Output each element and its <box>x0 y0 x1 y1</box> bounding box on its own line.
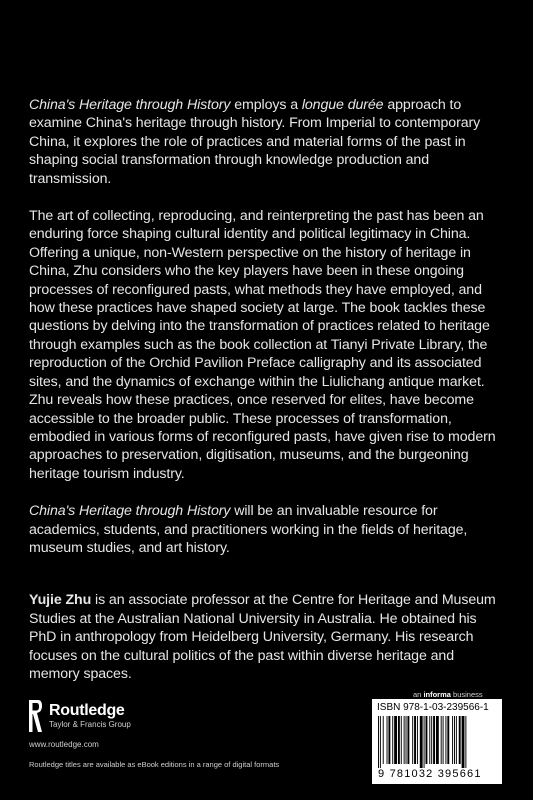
blurb-text: will be an invaluable resource for academics, students, and practitioners working in the fields of heritage, museum studies, and art history. <box>29 503 468 556</box>
barcode-bar <box>401 716 402 764</box>
author-bio <box>29 591 507 683</box>
ebook-note: Routledge titles are available as eBook editions in a range of digital formats <box>29 760 280 769</box>
author-name: Yujie Zhu <box>29 592 92 609</box>
barcode-bar <box>398 716 400 764</box>
book-title-italic: China's Heritage through History <box>29 97 231 113</box>
barcode-bar <box>436 716 439 764</box>
publisher-logo <box>28 699 131 733</box>
barcode-bar <box>394 716 397 764</box>
blurb-paragraph-3 <box>29 502 507 557</box>
barcode-bar <box>433 716 435 764</box>
barcode-bar <box>441 716 442 764</box>
blurb-paragraph-2: The art of collecting, reproducing, and reinterpreting the past has been an enduring force shaping cultural identity and political legitimacy in China. Offering a unique, non-Western perspective on the history of heritage in China, Zhu considers who the key players have been in these ongoing processes of reconfigured pasts, what methods they have employed, and how these practices have shaped society at large. The book tackles these questions by delving into the transformation of practices related to heritage through examples such as the book collection at Tianyi Private Library, the reproduction of the Orchid Pavilion Preface calligraphy and its associated sites, and the dynamics of exchange within the Liulichang antique market. Zhu reveals how these practices, once reserved for elites, have become accessible to the broader public. These processes of transformation, embodied in various forms of reconfigured pasts, have given rise to modern approaches to preservation, digitisation, museums, and the burgeoning heritage tourism industry. <box>29 208 496 482</box>
barcode-bar <box>462 716 465 768</box>
barcode-bar <box>445 716 446 764</box>
author-bio-text: is an associate professor at the Centre for Heritage and Museum Studies at the Australian National University in Australia. He obtained his PhD in anthropology from Heidelberg University, Germany. His research focuses on the cultural politics of the past within diverse heritage and memory spaces. <box>29 592 496 682</box>
barcode-bar <box>417 716 418 764</box>
barcode-bar <box>424 716 425 768</box>
blurb-text: employs a <box>230 97 302 113</box>
barcode-bar <box>465 716 466 768</box>
barcode-bar <box>431 716 432 764</box>
barcode-bar <box>387 716 388 764</box>
book-title-italic: China's Heritage through History <box>29 503 231 520</box>
term-italic: longue durée <box>301 97 384 113</box>
back-cover-text <box>29 96 507 702</box>
barcode-bar <box>404 716 405 764</box>
barcode-bar <box>378 716 379 768</box>
barcode-bar <box>388 716 390 764</box>
barcode-bar <box>380 716 381 768</box>
barcode-bar <box>429 716 430 764</box>
blurb-text: approach to examine China's heritage through history. From Imperial to contemporary China, it explores the role of practices and material forms of the past in shaping social transformation through knowledge production and transmission. <box>29 97 481 187</box>
barcode-bar <box>420 716 423 768</box>
barcode-bar <box>412 716 413 764</box>
barcode-bar <box>443 716 444 764</box>
barcode-bar <box>383 716 384 764</box>
isbn-barcode <box>372 699 502 784</box>
barcode-bars-icon <box>378 716 496 768</box>
barcode-bar <box>392 716 393 764</box>
barcode-digits: 9 781032 395661 <box>378 768 482 780</box>
publisher-group: Taylor & Francis Group <box>49 720 131 729</box>
blurb-paragraph-1 <box>29 96 507 188</box>
publisher-url[interactable]: www.routledge.com <box>29 740 99 749</box>
barcode-bar <box>456 716 457 764</box>
barcode-bar <box>407 716 409 764</box>
publisher-name: Routledge <box>49 702 125 719</box>
barcode-bar <box>426 716 428 764</box>
barcode-bar <box>452 716 453 764</box>
barcode-bar <box>459 716 461 764</box>
barcode-bar <box>454 716 455 764</box>
informa-business-note: an informa business <box>413 690 483 699</box>
barcode-bar <box>414 716 416 764</box>
isbn-label: ISBN 978-1-03-239566-1 <box>377 702 489 713</box>
barcode-bar <box>447 716 449 764</box>
barcode-bar <box>406 716 407 764</box>
informa-brand: informa <box>423 690 451 699</box>
routledge-logo-icon <box>28 699 43 733</box>
